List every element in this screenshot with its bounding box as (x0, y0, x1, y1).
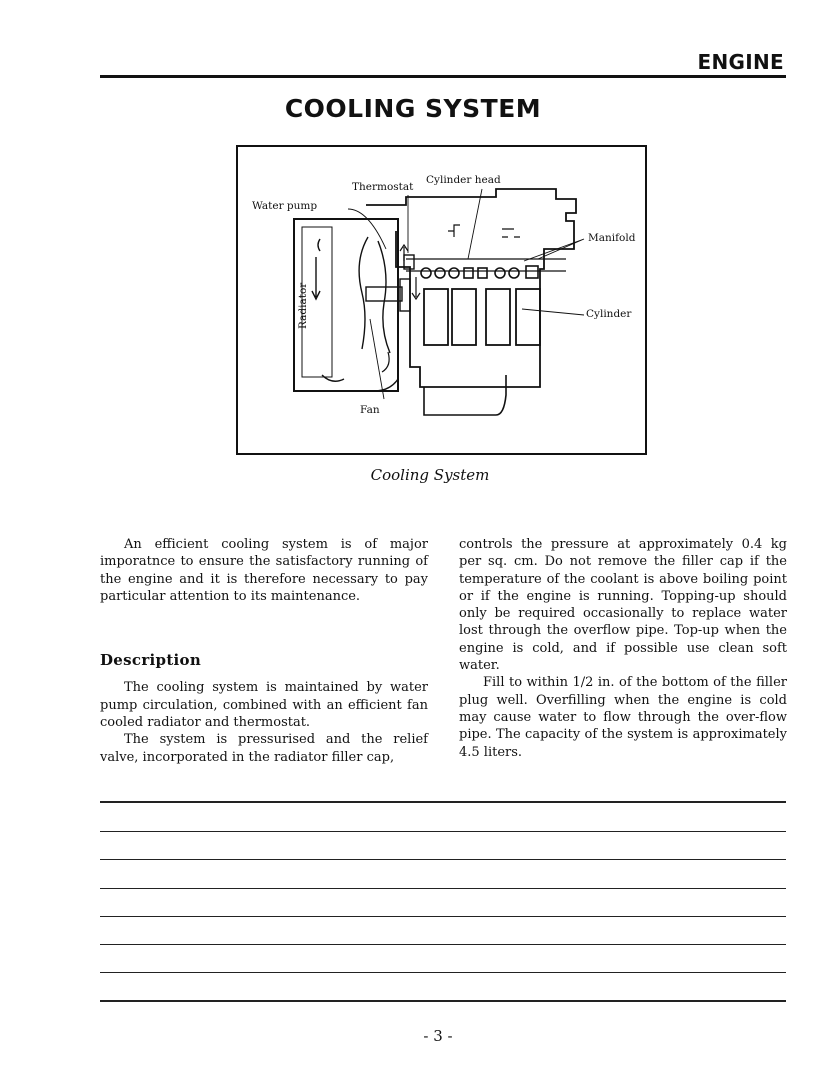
cylinder-4 (516, 289, 540, 345)
notes-line-8 (100, 1000, 786, 1002)
flow-arrow-down (312, 257, 320, 299)
description-paragraph-1: The cooling system is maintained by water pump circulation, combined with an efficient fan cooled radiator and thermostat. (100, 680, 428, 731)
page-number: - 3 - (423, 1027, 453, 1045)
fill-paragraph: Fill to within 1/2 in. of the bottom of the filler plug well. Overfilling when the engine is cold may cause water to flow through the over-flow pipe. The capacity of the system is approximately 4.5 liters. (459, 675, 787, 760)
cylinder-2 (452, 289, 476, 345)
label-cylinder-head: Cylinder head (426, 174, 501, 186)
engine-diagram (238, 147, 645, 453)
notes-line-4 (100, 888, 786, 889)
cooling-system-figure (236, 145, 647, 455)
notes-line-6 (100, 944, 786, 945)
section-label: ENGINE (697, 50, 784, 74)
page-title: COOLING SYSTEM (284, 94, 542, 123)
notes-line-7 (100, 972, 786, 973)
notes-line-1 (100, 801, 786, 803)
cylinder-3 (486, 289, 510, 345)
notes-line-5 (100, 916, 786, 917)
description-paragraph-2: The system is pressurised and the relief valve, incorporated in the radiator filler cap, (100, 732, 428, 765)
description-heading: Description (100, 651, 202, 670)
left-column (100, 536, 428, 766)
fan-blade-lower (378, 241, 390, 353)
label-thermostat: Thermostat (352, 181, 414, 193)
radiator-shape (294, 219, 398, 391)
continued-paragraph: controls the pressure at approximately 0.4 kg per sq. cm. Do not remove the filler cap if the temperature of the coolant is above boiling point or if the engine is running. Topping-up should only be required occasionally to replace water lost through the overflow pipe. Top-up when the engine is cold, and if possible use clean soft water. (459, 537, 787, 674)
intro-paragraph: An efficient cooling system is of major imporatnce to ensure the satisfactory running of the engine and it is therefore necessary to pay particular attention to its maintenance. (100, 537, 428, 604)
header-rule (100, 75, 786, 78)
label-cylinder: Cylinder (586, 308, 632, 320)
oil-pan (424, 375, 506, 415)
label-water-pump: Water pump (252, 200, 318, 212)
manifold-port (526, 266, 538, 278)
right-column (459, 536, 787, 761)
cylinder-1 (424, 289, 448, 345)
notes-line-3 (100, 859, 786, 860)
label-radiator: Radiator (297, 282, 309, 329)
label-fan: Fan (360, 404, 380, 416)
figure-caption: Cooling System (370, 466, 490, 484)
label-manifold: Manifold (588, 232, 636, 244)
notes-line-2 (100, 831, 786, 832)
